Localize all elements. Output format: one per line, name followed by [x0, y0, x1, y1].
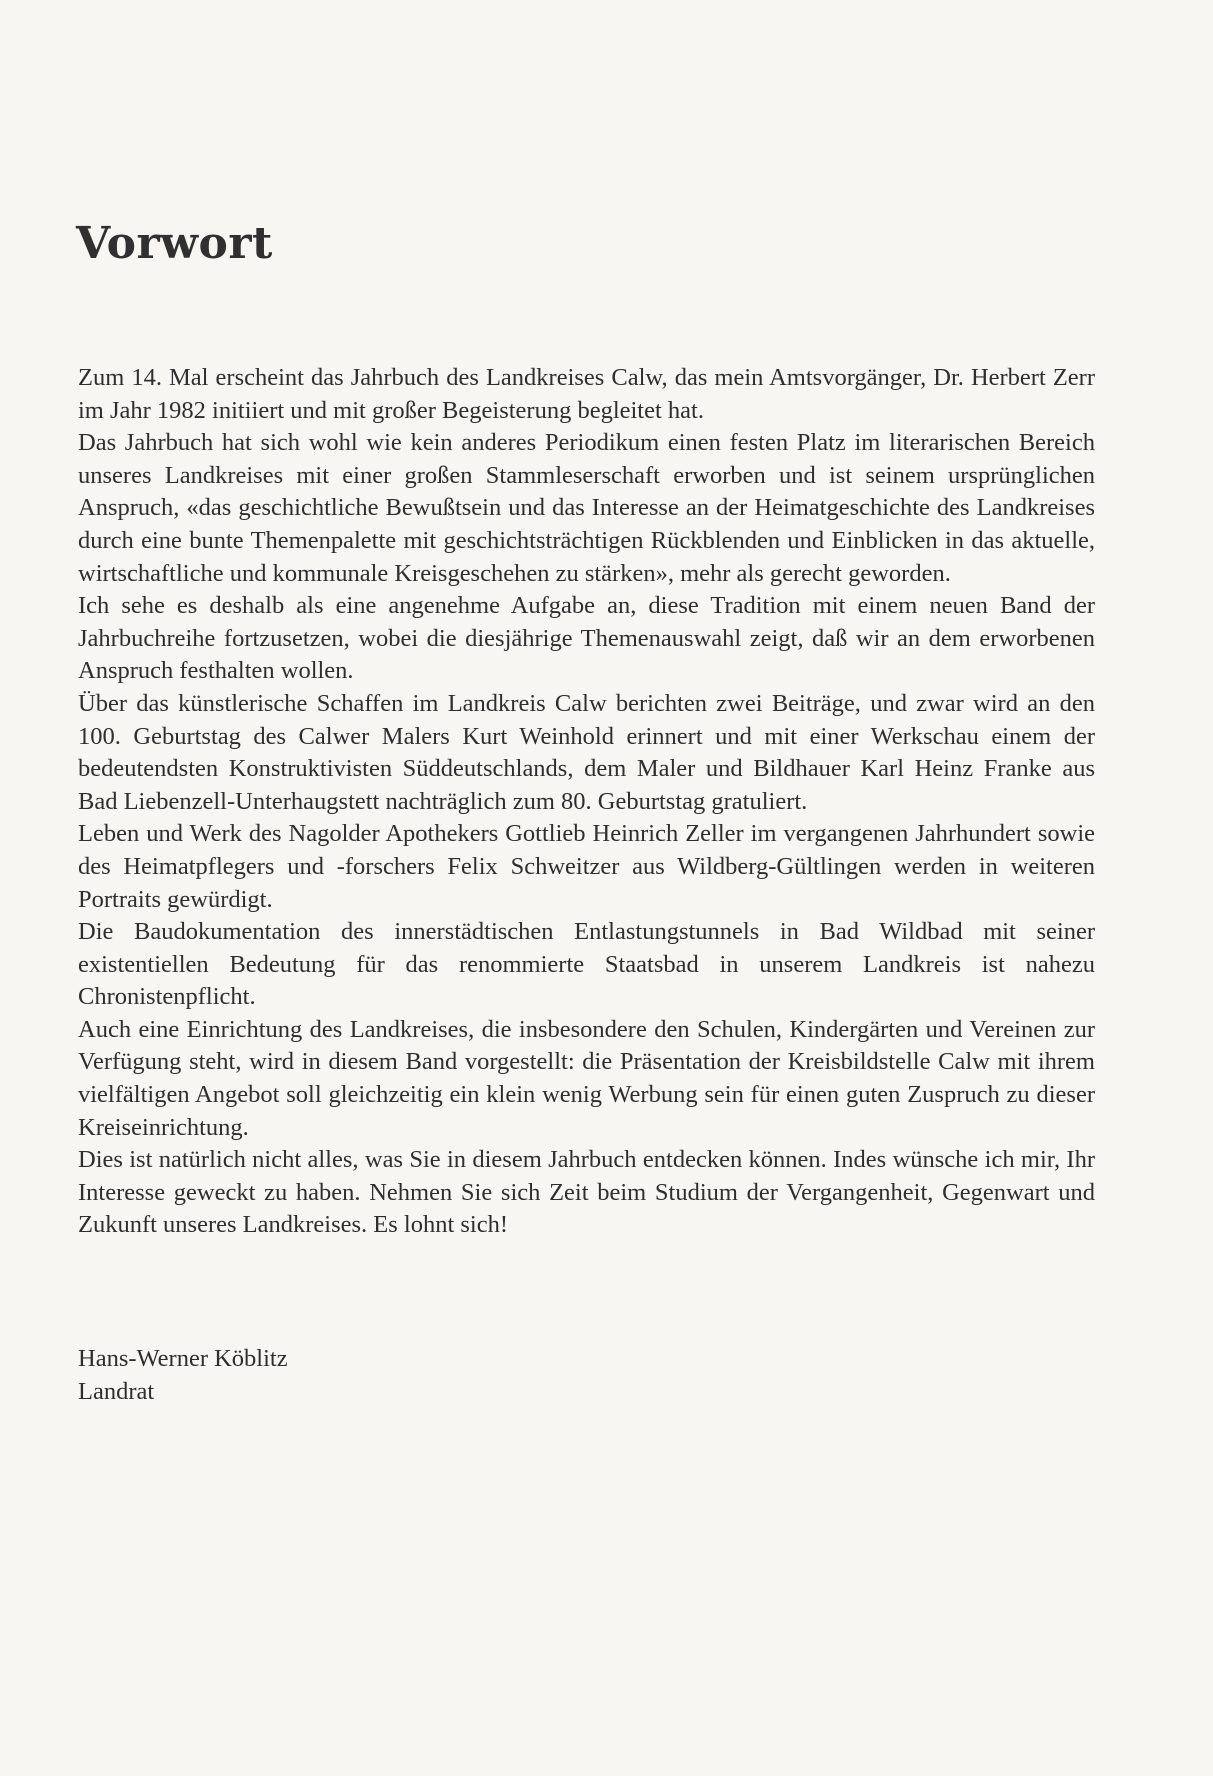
signatory-name: Hans-Werner Köblitz	[78, 1345, 288, 1372]
paragraph: Zum 14. Mal erscheint das Jahrbuch des Landkreises Calw, das mein Amtsvorgänger, Dr. Herbert Zerr im Jahr 1982 initiiert und mit großer Begeisterung begleitet hat.	[78, 364, 1095, 424]
paragraph: Dies ist natürlich nicht alles, was Sie in diesem Jahrbuch entdecken können. Indes wünsche ich mir, Ihr Interesse geweckt zu haben. Nehmen Sie sich Zeit beim Studium der Vergangenheit, Gegenwart und Zukunft unseres Landkreises. Es lohnt sich!	[78, 1146, 1095, 1239]
page-title: Vorwort	[76, 218, 273, 269]
paragraph: Über das künstlerische Schaffen im Landkreis Calw berichten zwei Beiträge, und zwar wird an den 100. Geburtstag des Calwer Malers Kurt Weinhold erinnert und mit einer Werkschau einem der bedeutendsten Konstruktivisten Süddeutschlands, dem Maler und Bildhauer Karl Heinz Franke aus Bad Liebenzell-Unterhaugstett nachträglich zum 80. Geburtstag gratuliert.	[78, 689, 1095, 815]
foreword-body	[78, 362, 1095, 1242]
paragraph: Auch eine Einrichtung des Landkreises, die insbesondere den Schulen, Kindergärten und Vereinen zur Verfügung steht, wird in diesem Band vorgestellt: die Präsentation der Kreisbildstelle Calw mit ihrem vielfältigen Angebot soll gleichzeitig ein klein wenig Werbung sein für einen guten Zuspruch zu dieser Kreiseinrichtung.	[78, 1015, 1095, 1141]
paragraph: Das Jahrbuch hat sich wohl wie kein anderes Periodikum einen festen Platz im literarischen Bereich unseres Landkreises mit einer großen Stammleserschaft erworben und ist seinem ursprünglichen Anspruch, «das geschichtliche Bewußtsein und das Interesse an der Heimatgeschichte des Landkreises durch eine bunte Themenpalette mit geschichtsträchtigen Rückblenden und Einblicken in das aktuelle, wirtschaftliche und kommunale Kreisgeschehen zu stärken», mehr als gerecht geworden.	[78, 429, 1095, 587]
signatory-role: Landrat	[78, 1378, 155, 1405]
signature-block	[78, 1342, 288, 1408]
paragraph: Ich sehe es deshalb als eine angenehme Aufgabe an, diese Tradition mit einem neuen Band der Jahrbuchreihe fortzusetzen, wobei die diesjährige Themenauswahl zeigt, daß wir an dem erworbenen Anspruch festhalten wollen.	[78, 592, 1095, 685]
paragraph: Die Baudokumentation des innerstädtischen Entlastungstunnels in Bad Wildbad mit seiner existentiellen Bedeutung für das renommierte Staatsbad in unserem Landkreis ist nahezu Chronistenpflicht.	[78, 918, 1095, 1011]
paragraph: Leben und Werk des Nagolder Apothekers Gottlieb Heinrich Zeller im vergangenen Jahrhundert sowie des Heimatpflegers und -forschers Felix Schweitzer aus Wildberg-Gültlingen werden in weiteren Portraits gewürdigt.	[78, 820, 1095, 913]
